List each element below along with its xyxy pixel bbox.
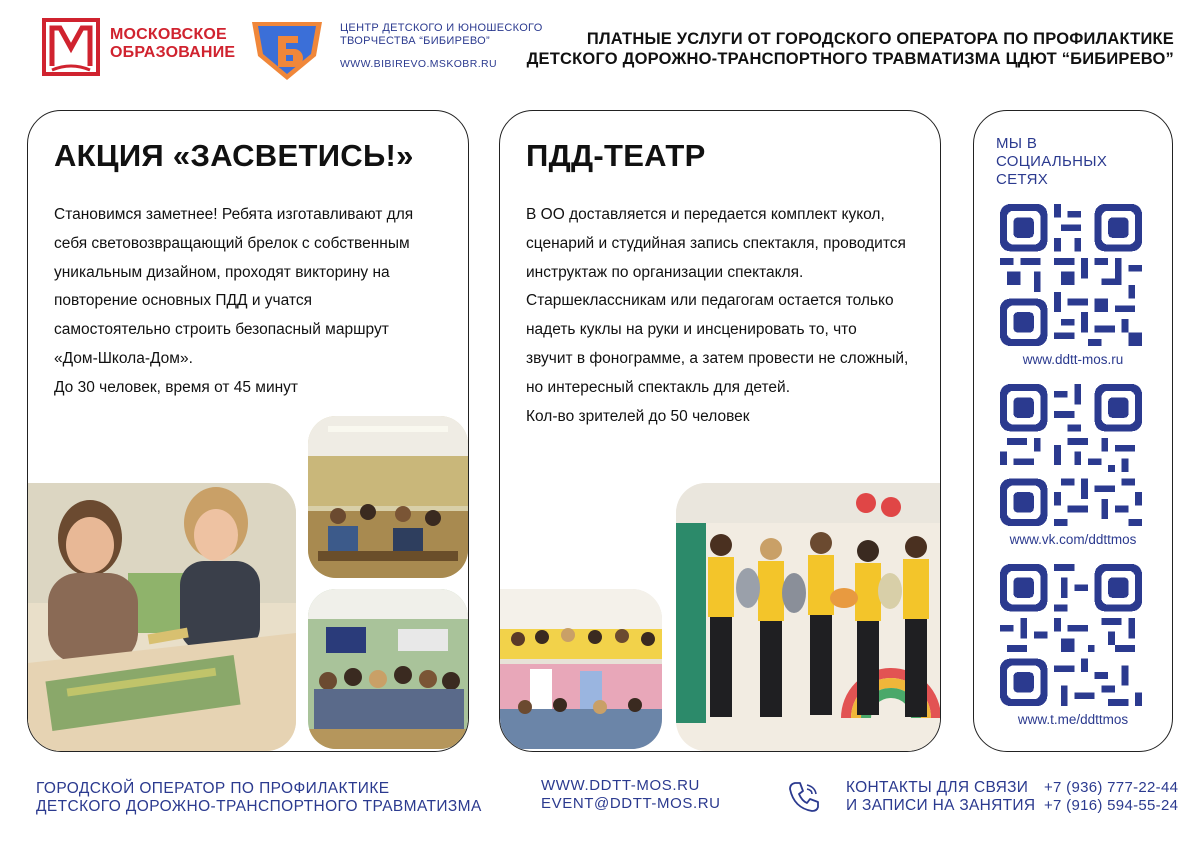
footer-operator bbox=[36, 780, 482, 816]
social-networks-panel bbox=[973, 110, 1173, 752]
social-url-site[interactable]: www.ddtt-mos.ru bbox=[1022, 352, 1124, 367]
footer-email-link[interactable]: EVENT@DDTT-MOS.RU bbox=[541, 795, 721, 812]
mos-obrazovanie-logo-icon bbox=[42, 18, 100, 76]
bibirevo-logo-icon bbox=[248, 16, 326, 82]
description-line: Кол-во зрителей до 50 человек bbox=[526, 407, 750, 425]
social-url-vk[interactable]: www.vk.com/ddttmos bbox=[1009, 532, 1137, 547]
description-line: Становимся заметнее! Ребята изготавливают для bbox=[54, 206, 414, 223]
qr-code-icon[interactable] bbox=[1000, 564, 1142, 706]
qr-code-icon[interactable] bbox=[1000, 384, 1142, 526]
footer-operator-line2: ДЕТСКОГО ДОРОЖНО-ТРАНСПОРТНОГО ТРАВМАТИЗМА bbox=[36, 798, 482, 815]
card-zasvetis bbox=[27, 110, 469, 752]
center-url-link[interactable]: WWW.BIBIREVO.MSKOBR.RU bbox=[340, 58, 497, 70]
description-line: но интересный спектакль для детей. bbox=[526, 378, 790, 396]
footer-contacts bbox=[846, 779, 1035, 815]
center-line2: ТВОРЧЕСТВА “БИБИРЕВО” bbox=[340, 35, 490, 47]
footer-links bbox=[541, 777, 721, 813]
footer-phone-1[interactable]: +7 (936) 777-22-44 bbox=[1044, 779, 1179, 796]
mo-brand-line2: ОБРАЗОВАНИЕ bbox=[110, 44, 236, 61]
footer-phones bbox=[1044, 779, 1178, 815]
photo-puppet-show bbox=[676, 483, 940, 751]
description-line: инструктаж по организации спектакля. bbox=[526, 263, 804, 281]
page-title-line2: ДЕТСКОГО ДОРОЖНО-ТРАНСПОРТНОГО ТРАВМАТИЗМА ЦДЮТ “БИБИРЕВО” bbox=[526, 50, 1174, 68]
center-line1: ЦЕНТР ДЕТСКОГО И ЮНОШЕСКОГО bbox=[340, 22, 543, 34]
description-line: уникальным дизайном, проходят викторину на bbox=[54, 263, 390, 281]
description-line: «Дом-Школа-Дом». bbox=[54, 349, 193, 367]
social-title-line3: СЕТЯХ bbox=[996, 171, 1049, 188]
photo-girl-with-teacher bbox=[28, 483, 296, 751]
footer-operator-line1: ГОРОДСКОЙ ОПЕРАТОР ПО ПРОФИЛАКТИКЕ bbox=[36, 780, 390, 797]
card-pdd-theatre bbox=[499, 110, 941, 752]
footer-contacts-line2: И ЗАПИСИ НА ЗАНЯТИЯ bbox=[846, 797, 1036, 814]
social-title-line1: МЫ В bbox=[996, 135, 1038, 152]
card-zasvetis-title: АКЦИЯ «ЗАСВЕТИСЬ!» bbox=[54, 138, 414, 173]
description-line: себя световозвращающий брелок с собственным bbox=[54, 234, 410, 252]
social-url-telegram[interactable]: www.t.me/ddttmos bbox=[1017, 712, 1129, 727]
page-title bbox=[527, 29, 1174, 69]
footer-phone-2[interactable]: +7 (916) 594-55-24 bbox=[1044, 797, 1179, 814]
photo-classroom-group bbox=[308, 589, 468, 749]
card-zasvetis-description bbox=[54, 201, 454, 403]
phone-icon bbox=[786, 779, 822, 815]
footer-contacts-line1: КОНТАКТЫ ДЛЯ СВЯЗИ bbox=[846, 779, 1029, 796]
qr-code-icon[interactable] bbox=[1000, 204, 1142, 346]
page-title-line1: ПЛАТНЫЕ УСЛУГИ ОТ ГОРОДСКОГО ОПЕРАТОРА ПО ПРОФИЛАКТИКЕ bbox=[586, 30, 1174, 48]
description-line: В ОО доставляется и передается комплект кукол, bbox=[526, 206, 885, 223]
mos-obrazovanie-brand bbox=[110, 26, 235, 62]
center-name bbox=[340, 22, 543, 48]
social-title-line2: СОЦИАЛЬНЫХ bbox=[996, 153, 1108, 170]
description-line: сценарий и студийная запись спектакля, проводится bbox=[526, 234, 906, 252]
description-line: До 30 человек, время от 45 минут bbox=[54, 378, 299, 396]
photo-classroom-quiz bbox=[308, 416, 468, 578]
description-line: повторение основных ПДД и учатся bbox=[54, 292, 312, 310]
card-pdd-theatre-description bbox=[526, 201, 936, 431]
footer-site-link[interactable]: WWW.DDTT-MOS.RU bbox=[541, 777, 700, 794]
description-line: надеть куклы на руки и инсценировать то, что bbox=[526, 321, 857, 339]
photo-kids-audience bbox=[500, 589, 662, 749]
description-line: Старшеклассникам или педагогам остается только bbox=[526, 292, 894, 310]
mo-brand-line1: МОСКОВСКОЕ bbox=[110, 26, 227, 43]
social-title bbox=[996, 135, 1107, 189]
card-pdd-theatre-title: ПДД-ТЕАТР bbox=[526, 138, 706, 173]
description-line: звучит в фонограмме, а затем провести не сложный, bbox=[526, 349, 909, 367]
description-line: самостоятельно строить безопасный маршрут bbox=[54, 321, 389, 339]
